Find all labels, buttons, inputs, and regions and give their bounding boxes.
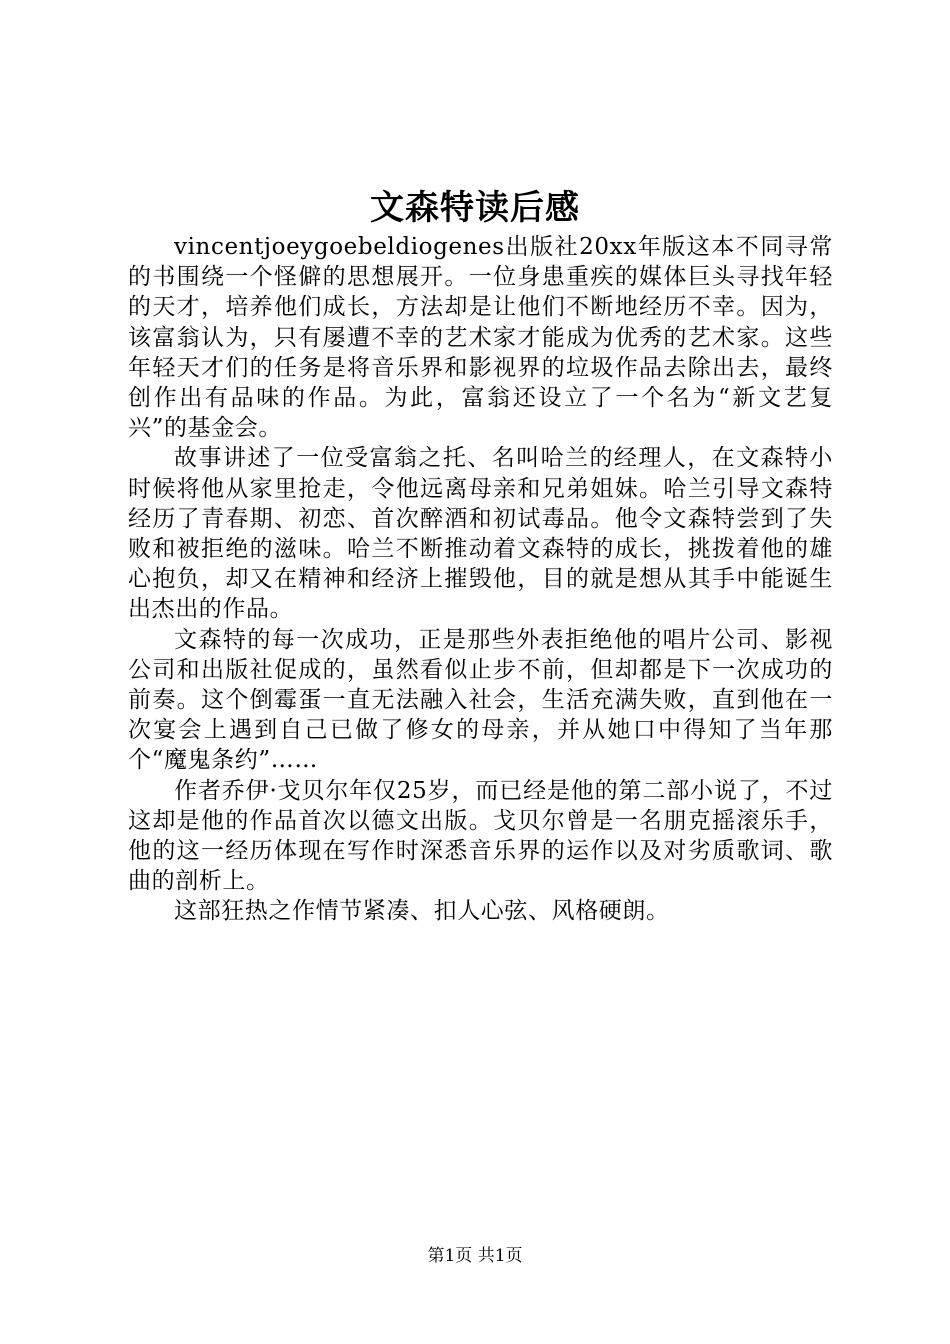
paragraph-4: 作者乔伊·戈贝尔年仅25岁，而已经是他的第二部小说了，不过这却是他的作品首次以德文出版。戈贝尔曾是一名朋克摇滚乐手，他的这一经历体现在写作时深悉音乐界的运作以及对劣质歌词、歌曲的剖析上。 — [128, 777, 833, 895]
paragraph-2: 故事讲述了一位受富翁之托、名叫哈兰的经理人，在文森特小时候将他从家里抢走，令他远离母亲和兄弟姐妹。哈兰引导文森特经历了青春期、初恋、首次醉酒和初试毒品。他令文森特尝到了失败和被拒绝的滋味。哈兰不断推动着文森特的成长，挑拨着他的雄心抱负，却又在精神和经济上摧毁他，目的就是想从其手中能诞生出杰出的作品。 — [128, 445, 833, 623]
paragraph-3: 文森特的每一次成功，正是那些外表拒绝他的唱片公司、影视公司和出版社促成的，虽然看似止步不前，但却都是下一次成功的前奏。这个倒霉蛋一直无法融入社会，生活充满失败，直到他在一次宴会上遇到自己已做了修女的母亲，并从她口中得知了当年那个“魔鬼条约”…… — [128, 626, 833, 774]
paragraph-5: 这部狂热之作情节紧凑、扣人心弦、风格硬朗。 — [174, 898, 670, 925]
paragraph-1: vincentjoeygoebeldiogenes出版社20xx年版这本不同寻常的书围绕一个怪僻的思想展开。一位身患重疾的媒体巨头寻找年轻的天才，培养他们成长，方法却是让他们不断地经历不幸。因为，该富翁认为，只有屡遭不幸的艺术家才能成为优秀的艺术家。这些年轻天才们的任务是将音乐界和影视界的垃圾作品去除出去，最终创作出有品味的作品。为此，富翁还设立了一个名为“新文艺复兴”的基金会。 — [128, 234, 833, 442]
document-body — [128, 232, 833, 927]
document-title: 文森特读后感 — [370, 188, 580, 228]
page-footer: 第1页 共1页 — [427, 1246, 523, 1266]
